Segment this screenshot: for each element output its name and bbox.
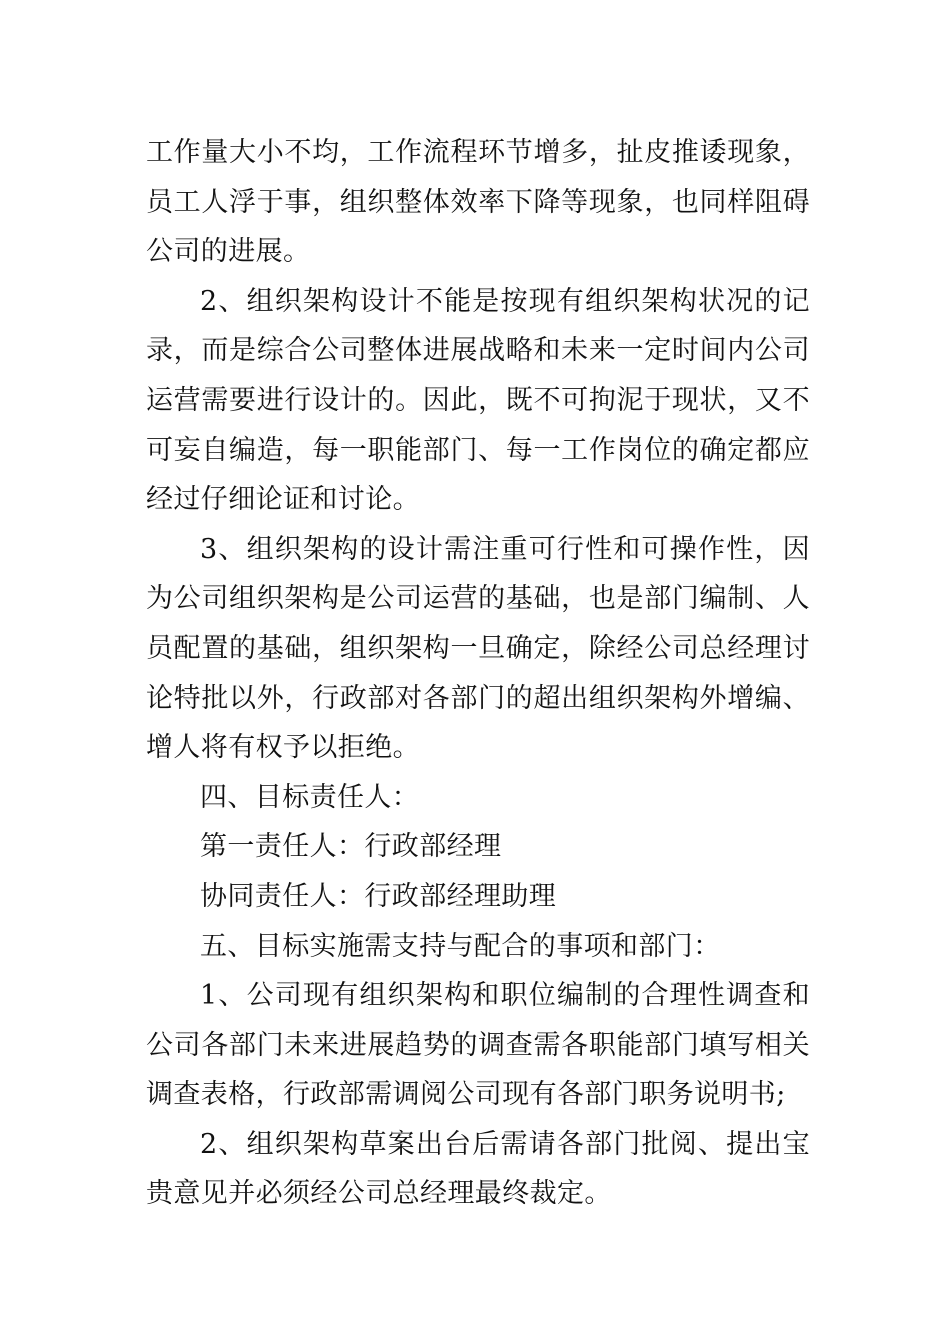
document-body <box>146 128 810 1219</box>
support-item-1: 1、公司现有组织架构和职位编制的合理性调查和公司各部门未来进展趋势的调查需各职能部门填写相关调查表格，行政部需调阅公司现有各部门职务说明书; <box>146 980 810 1111</box>
assistant-responsible-line: 协同责任人：行政部经理助理 <box>200 880 557 912</box>
paragraph-continuation: 工作量大小不均，工作流程环节增多，扯皮推诿现象，员工人浮于事，组织整体效率下降等现象，也同样阻碍公司的进展。 <box>146 137 810 268</box>
paragraph-point-3: 3、组织架构的设计需注重可行性和可操作性，因为公司组织架构是公司运营的基础，也是部门编制、人员配置的基础，组织架构一旦确定，除经公司总经理讨论特批以外，行政部对各部门的超出组织架构外增编、增人将有权予以拒绝。 <box>146 533 810 764</box>
support-item-2: 2、组织架构草案出台后需请各部门批阅、提出宝贵意见并必须经公司总经理最终裁定。 <box>146 1128 810 1210</box>
paragraph-point-2: 2、组织架构设计不能是按现有组织架构状况的记录，而是综合公司整体进展战略和未来一定时间内公司运营需要进行设计的。因此，既不可拘泥于现状，又不可妄自编造，每一职能部门、每一工作岗位的确定都应经过仔细论证和讨论。 <box>146 285 810 516</box>
section-heading-responsible: 四、目标责任人： <box>200 781 420 813</box>
first-responsible-line: 第一责任人：行政部经理 <box>200 831 502 863</box>
section-heading-support: 五、目标实施需支持与配合的事项和部门： <box>200 930 721 962</box>
